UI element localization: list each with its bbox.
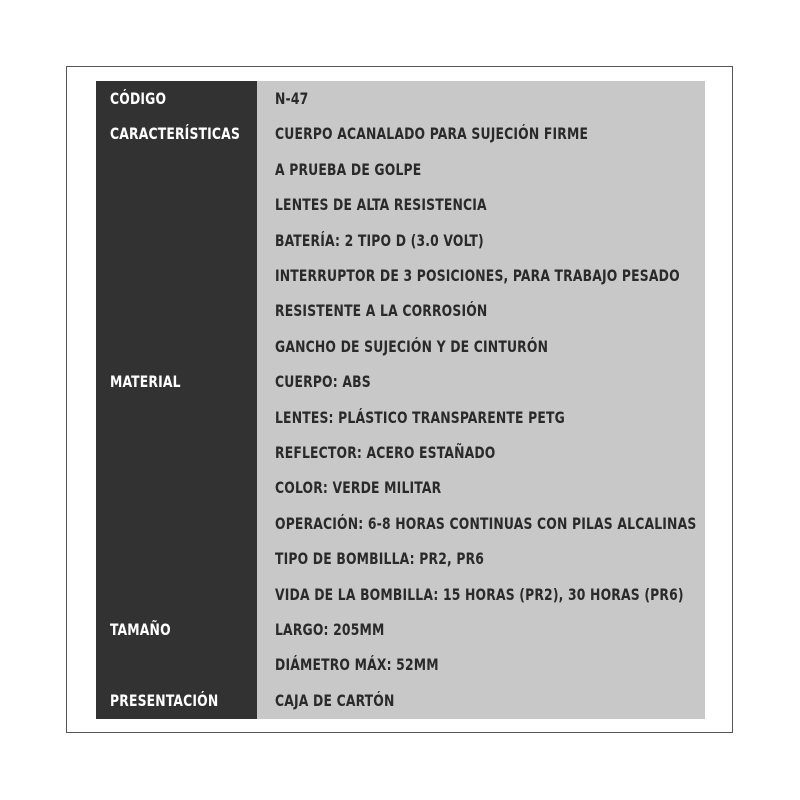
row-label: MATERIAL (110, 372, 181, 392)
row-label: TAMAÑO (110, 620, 171, 639)
label-column (96, 81, 257, 719)
row-value: A PRUEBA DE GOLPE (275, 159, 422, 179)
row-label: CÓDIGO (110, 89, 167, 108)
row-value: LARGO: 205MM (275, 620, 385, 639)
row-value: BATERÍA: 2 TIPO D (3.0 VOLT) (275, 230, 484, 250)
row-label: CARACTERÍSTICAS (110, 124, 241, 144)
row-value: GANCHO DE SUJECIÓN Y DE CINTURÓN (275, 336, 549, 356)
row-value: VIDA DE LA BOMBILLA: 15 HORAS (PR2), 30 HORAS (PR6) (275, 584, 684, 604)
spec-table (96, 81, 705, 719)
row-value: TIPO DE BOMBILLA: PR2, PR6 (275, 549, 485, 569)
row-value: CUERPO: ABS (275, 372, 371, 392)
row-label: PRESENTACIÓN (110, 690, 219, 710)
row-value: INTERRUPTOR DE 3 POSICIONES, PARA TRABAJO PESADO (275, 266, 680, 285)
row-value: COLOR: VERDE MILITAR (275, 478, 442, 498)
row-value: N-47 (275, 89, 309, 108)
row-value: RESISTENTE A LA CORROSIÓN (275, 301, 488, 321)
row-value: REFLECTOR: ACERO ESTAÑADO (275, 443, 496, 462)
value-column (257, 81, 705, 719)
row-value: OPERACIÓN: 6-8 HORAS CONTINUAS CON PILAS ALCALINAS (275, 513, 697, 533)
row-value: CUERPO ACANALADO PARA SUJECIÓN FIRME (275, 124, 589, 144)
row-value: CAJA DE CARTÓN (275, 690, 395, 710)
row-value: LENTES: PLÁSTICO TRANSPARENTE PETG (275, 407, 565, 427)
row-value: DIÁMETRO MÁX: 52MM (275, 655, 439, 675)
row-value: LENTES DE ALTA RESISTENCIA (275, 195, 487, 215)
